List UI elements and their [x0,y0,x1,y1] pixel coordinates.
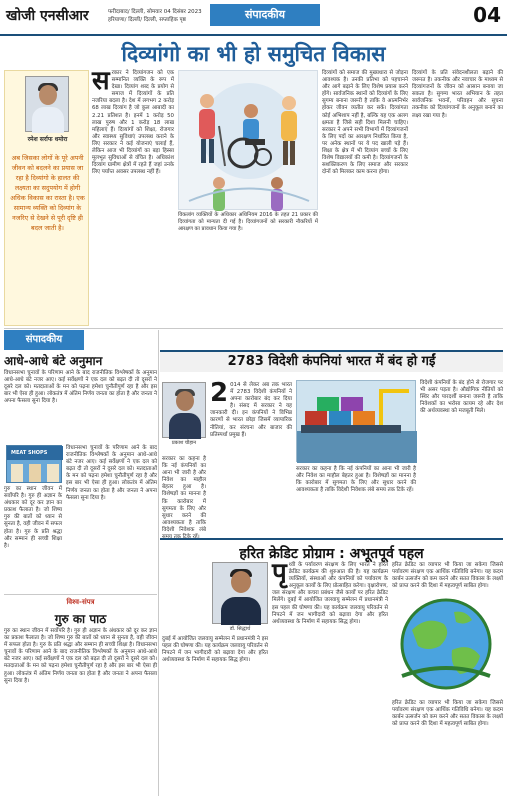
story2-column-3-text: विदेशी कंपनियों के बंद होने से रोजगार पर भी असर पड़ता है। औद्योगिक नीतियों को स्थिर और पारदर्शी बनाना जरूरी है ताकि निवेशकों का भरोसा कायम रहे और देश की अर्थव्यवस्था को मजबूती मिले। [420,380,503,415]
page-number: 04 [473,3,501,27]
shipping-port-icon [297,381,417,463]
editorial-column-3-text: सरकार ने अपने सभी विभागों में दिव्यांगजनों के लिए पदों का आरक्षण निर्धारित किया है, पर अनेक स्थानों पर ये पद खाली पड़े हैं। शिक्षा के क्षेत्र में भी दिव्यांग बच्चों के लिए विशेष विद्यालयों की कमी है। दिव्यांगजनों के सशक्तिकरण के लिए समाज और सरकार दोनों को मिलकर काम करना होगा। [322,126,408,176]
story2-column-1 [210,378,292,532]
editorial-column-2-text: दिव्यांगों को समाज की मुख्यधारा से जोड़ना आवश्यक है। उनकी प्रतिभा को पहचानने और आगे बढ़ाने के लिए विशेष प्रयास करने होंगे। सार्वजनिक स्थानों को दिव्यांगों के लिए सुगम्य बनाना जरूरी है ताकि वे आत्मनिर्भर होकर जीवन व्यतीत कर सकें। दिव्यांगता कोई अभिशाप नहीं है, बल्कि यह एक अलग क्षमता है जिसे सही दिशा मिलनी चाहिए। [322,70,408,126]
side-section-tag: संपादकीय [4,330,84,350]
section-tag: संपादकीय [210,4,320,26]
story3-column-right-top-text: हरित क्रेडिट का व्यापार भी किया जा सकेगा जिससे पर्यावरण संरक्षण एक आर्थिक गतिविधि बनेगा। यह कदम कार्बन उत्सर्जन को कम करने और सतत विकास के लक्ष्यों को प्राप्त करने की दिशा में महत्वपूर्ण साबित होगा। [392,562,503,590]
story2-column-3 [420,380,503,532]
foreign-companies-headline: 2783 विदेशी कंपनियां भारत में बंद हो गईं [160,350,503,372]
story2-column-1b [162,456,206,541]
story3-dropcap: पृ [272,558,287,588]
people-illustration-icon [179,71,319,211]
story2-author-photo [162,382,206,438]
story3-column-right-bottom [392,700,503,796]
side-body-mid [66,445,157,591]
story3-column-1 [272,558,388,796]
story3-photo-caption: डॉ. सिद्धार्थ [229,626,251,632]
globe-icon [392,590,500,698]
editorial-column-4-text: दिव्यांगों के प्रति संवेदनशीलता बढ़ाने की जरूरत है। तकनीक और नवाचार के माध्यम से दिव्यांगजनों के जीवन को आसान बनाया जा सकता है। सुगम्य भारत अभियान के तहत सार्वजनिक भवनों, परिवहन और सूचना तकनीक को दिव्यांगजनों के अनुकूल बनाने का लक्ष्य रखा गया है। [412,70,503,119]
story2-column-1-text: 014 से लेकर अब तक भारत में 2783 विदेशी कंपनियों ने अपना कारोबार बंद कर दिया है। संसद में सरकार ने यह जानकारी दी। इन कंपनियों ने विभिन्न कारणों से भारत छोड़ा जिसमें व्यापारिक नीतियां, कर संरचना और बाजार की प्रतिस्पर्धा प्रमुख हैं। [210,382,292,438]
side-body-top [4,370,157,442]
editorial-dropcap: स [92,66,110,96]
masthead [0,0,507,36]
masthead-edition: हरियाणा/ दिल्ली/ दिल्ली, सप्ताहिक पृष्ठ [108,17,186,23]
editorial-column-4 [412,70,503,326]
strip-body [4,628,157,796]
strip-tag: विश्व-संपत्र [66,598,95,606]
story3-author-photo [212,562,268,624]
side-headline: आधे-आधे बंटे अनुमान [4,354,103,368]
editorial-column-1-text: रकार ने दिव्यांगजन को एक सम्मानित व्यक्ति के रूप में देखा। दिव्यांग शब्द के प्रयोग से समाज में दिव्यांगों के प्रति नजरिया बदला है। देश में लगभग 2 करोड़ 68 लाख दिव्यांग है जो कुल आबादी का 2.21 प्रतिशत है। इनमें 1 करोड़ 50 लाख पुरुष और 1 करोड़ 18 लाख महिलाएं हैं। दिव्यांगों को शिक्षा, रोजगार और स्वास्थ्य सुविधाएं उपलब्ध कराने के लिए सरकार ने कई योजनाएं चलाई हैं, लेकिन आज भी दिव्यांगों का बड़ा हिस्सा मूलभूत सुविधाओं से वंचित है। अधिकांश दिव्यांग ग्रामीण क्षेत्रों में रहते हैं जहां उनके लिए पर्याप्त अवसर उपलब्ध नहीं हैं। [92,70,174,176]
meat-shop-label: MEAT SHOPS [11,450,48,456]
side-divider [4,594,157,595]
editorial-column-3 [322,70,408,326]
story2-column-2 [296,466,416,532]
story2-dropcap: 2 [210,378,229,408]
author-photo [25,76,69,132]
side-body-mid-text: विधानसभा चुनावों के परिणाम आने के बाद राजनीतिक विश्लेषकों के अनुमान आधे-आधे बंटे नजर आए। कई सर्वेक्षणों ने एक दल को बढ़त दी तो दूसरों ने दूसरे दल को। मतदाताओं के मन को पढ़ना हमेशा चुनौतीपूर्ण रहा है और इस बार भी ऐसा ही हुआ। लोकतंत्र में अंतिम निर्णय जनता का होता है और जनता ने अपना फैसला सुना दिया है। [66,445,157,501]
masthead-meta [108,8,203,24]
strip-headline: गुरु का पाठ [54,612,107,626]
story3-column-right-top [392,562,503,588]
editorial-column-1 [92,66,174,326]
shipping-containers-photo [296,380,416,462]
side-body-text: विधानसभा चुनावों के परिणाम आने के बाद राजनीतिक विश्लेषकों के अनुमान आधे-आधे बंटे नजर आए। कई सर्वेक्षणों ने एक दल को बढ़त दी तो दूसरों ने दूसरे दल को। मतदाताओं के मन को पढ़ना हमेशा चुनौतीपूर्ण रहा है और इस बार भी ऐसा ही हुआ। लोकतंत्र में अंतिम निर्णय जनता का होता है और जनता ने अपना फैसला सुना दिया है। [4,370,157,405]
meat-shop-photo [6,445,62,483]
story2-column-1b-text: सरकार का कहना है कि नई कंपनियों का आना भी जारी है और निवेश का माहौल बेहतर हुआ है। विशेषज्ञों का मानना है कि कारोबार में सुगमता के लिए और सुधार करने की आवश्यकता है ताकि विदेशी निवेशक लंबे समय तक टिके रहें। [162,456,206,541]
story2-photo-caption: प्रकाश चौहान [171,440,197,446]
author-box [4,70,89,326]
story3-column-left-text: दुबई में आयोजित जलवायु सम्मेलन में प्रधानमंत्री ने इस पहल की घोषणा की। यह कार्यक्रम जलवायु परिवर्तन से निपटने में जन भागीदारी को बढ़ावा देगा और हरित अर्थव्यवस्था के निर्माण में सहायक सिद्ध होगा। [162,636,268,664]
side-body-low-text: गुरु का स्थान जीवन में सर्वोपरि है। गुरु ही अज्ञान के अंधकार को दूर कर ज्ञान का प्रकाश फैलाता है। जो शिष्य गुरु की बातों को ध्यान से सुनता है, वही जीवन में सफल होता है। गुरु के प्रति श्रद्धा और सम्मान ही सच्ची शिक्षा है। [4,486,62,549]
illustration-disabled-people [178,70,318,210]
newspaper-logo: खोजी एनसीआर [6,8,89,24]
column-divider [158,330,159,796]
strip-body-text: गुरु का स्थान जीवन में सर्वोपरि है। गुरु ही अज्ञान के अंधकार को दूर कर ज्ञान का प्रकाश फैलाता है। जो शिष्य गुरु की बातों को ध्यान से सुनता है, वही जीवन में सफल होता है। गुरु के प्रति श्रद्धा और सम्मान ही सच्ची शिक्षा है। [4,628,157,649]
story2-column-2-text: सरकार का कहना है कि नई कंपनियों का आना भी जारी है और निवेश का माहौल बेहतर हुआ है। विशेषज्ञों का मानना है कि कारोबार में सुगमता के लिए और सुधार करने की आवश्यकता है ताकि विदेशी निवेशक लंबे समय तक टिके रहें। [296,466,416,494]
green-credit-headline: हरित क्रेडिट प्रोग्राम : अभूतपूर्व पहल [160,538,503,563]
section-divider [4,328,503,329]
story3-column-1-text: थ्वी के पर्यावरण संरक्षण के लिए भारत ने हरित क्रेडिट कार्यक्रम की शुरुआत की है। यह कार्यक्रम व्यक्तियों, संस्थाओं और कंपनियों को पर्यावरण के अनुकूल कार्यों के लिए प्रोत्साहित करेगा। वृक्षारोपण, जल संरक्षण और कचरा प्रबंधन जैसे कार्यों पर हरित क्रेडिट मिलेंगे। [272,562,388,604]
illustration-caption: विकलांग व्यक्तियों के अधिकार अधिनियम 2016 के तहत 21 प्रकार की दिव्यांगता को मान्यता दी गई है। दिव्यांगजनों को सरकारी नौकरियों में आरक्षण का प्रावधान किया गया है। [178,212,318,232]
story3-column-right-bottom-text: हरित क्रेडिट का व्यापार भी किया जा सकेगा जिससे पर्यावरण संरक्षण एक आर्थिक गतिविधि बनेगा। यह कदम कार्बन उत्सर्जन को कम करने और सतत विकास के लक्ष्यों को प्राप्त करने की दिशा में महत्वपूर्ण साबित होगा। [392,700,503,728]
editorial-headline: दिव्यांगो का भी हो समुचित विकास [121,42,386,66]
story3-column-2-text: दुबई में आयोजित जलवायु सम्मेलन में प्रधानमंत्री ने इस पहल की घोषणा की। यह कार्यक्रम जलवायु परिवर्तन से निपटने में जन भागीदारी को बढ़ावा देगा और हरित अर्थव्यवस्था के निर्माण में सहायक सिद्ध होगा। [272,597,388,625]
author-name: रमेश सर्राफ धमोरा [27,136,68,143]
story3-column-left [162,636,268,796]
green-globe-illustration [392,590,500,698]
author-quote: अब जिसका लोगों के पूरे अपनी जीवन को बदलने का प्रयास जा रहा है दिव्यांगो के हालत की लक्ष्यता का सदुपयोग में होगी अधिक विकास का रास्ता है। एक सामान्य व्यक्ति को दिव्यांग के नजरिए से देखने से पूरी दृष्टि ही बदल जाती है। [10,154,85,232]
strip-body-text-2: विधानसभा चुनावों के परिणाम आने के बाद राजनीतिक विश्लेषकों के अनुमान आधे-आधे बंटे नजर आए। कई सर्वेक्षणों ने एक दल को बढ़त दी तो दूसरों ने दूसरे दल को। मतदाताओं के मन को पढ़ना हमेशा चुनौतीपूर्ण रहा है और इस बार भी ऐसा ही हुआ। लोकतंत्र में अंतिम निर्णय जनता का होता है और जनता ने अपना फैसला सुना दिया है। [4,642,157,684]
masthead-date: फरीदाबाद/ दिल्ली, सोमवार 04 दिसंबर 2023 [108,9,202,15]
side-body-low [4,486,62,591]
